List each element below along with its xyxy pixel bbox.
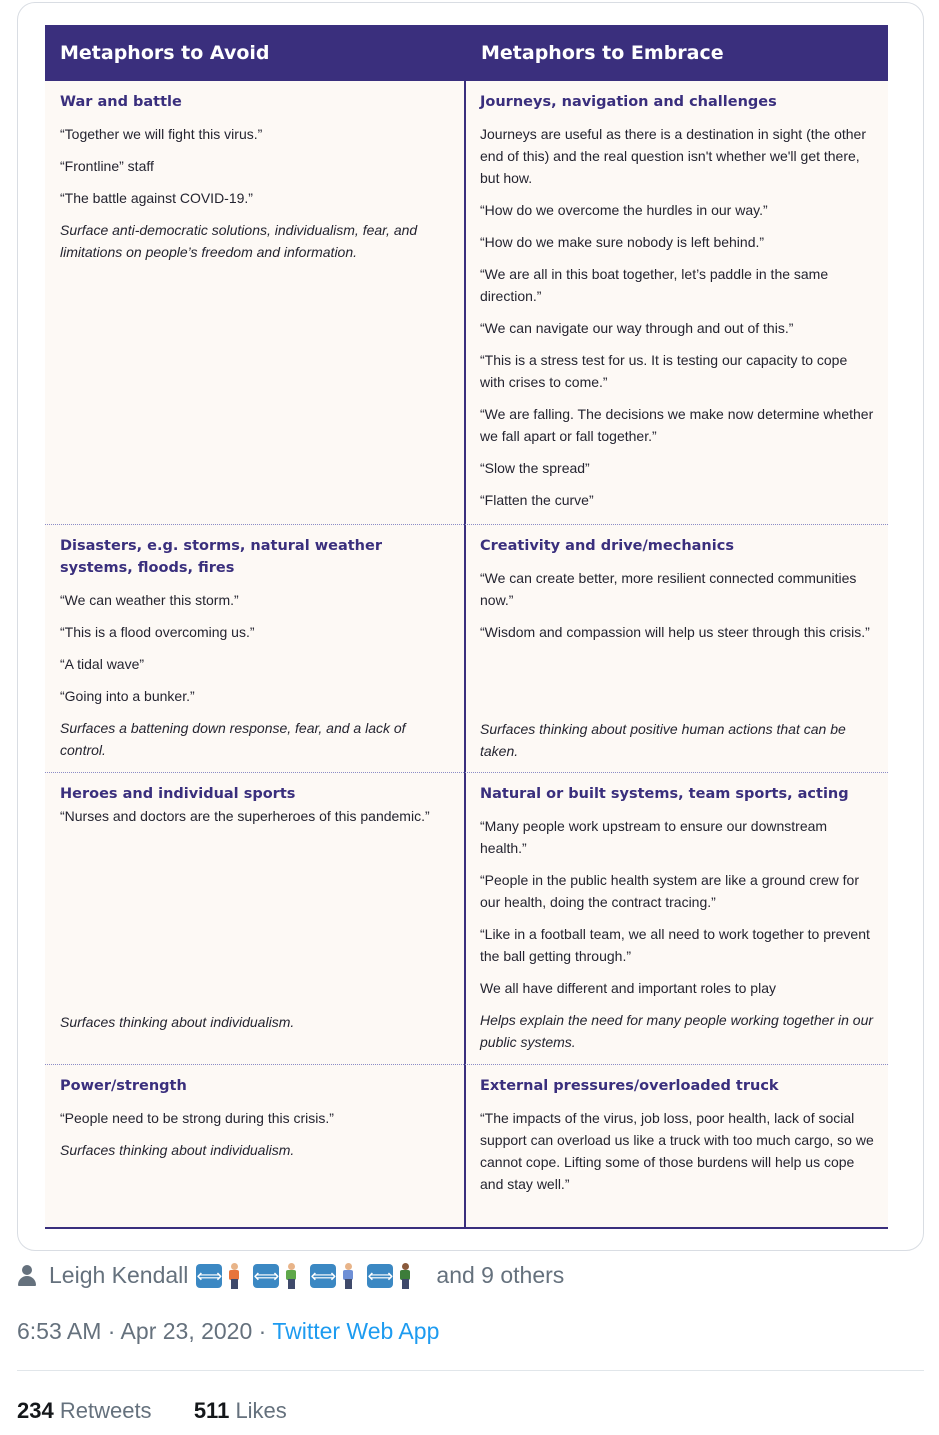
quote: “How do we overcome the hurdles in our way.” bbox=[480, 202, 768, 218]
row-title: Disasters, e.g. storms, natural weather systems, floods, fires bbox=[60, 538, 382, 576]
cell-external-pressures bbox=[480, 1075, 875, 1205]
row-divider bbox=[45, 1064, 888, 1065]
cell-war-and-battle bbox=[60, 91, 452, 263]
tweet-image-card[interactable] bbox=[17, 2, 924, 1251]
left-right-arrow-icon: ⟺ bbox=[310, 1265, 337, 1286]
row-title: Natural or built systems, team sports, acting bbox=[480, 786, 849, 802]
quote: “The impacts of the virus, job loss, poor health, lack of social support can overload us like a truck with too much cargo, so we cannot cope. Lifting some of those burdens will help us cope and stay well.” bbox=[480, 1110, 874, 1192]
quote: “Frontline” staff bbox=[60, 158, 154, 174]
quote: “How do we make sure nobody is left behind.” bbox=[480, 234, 765, 250]
left-right-arrow-icon: ⟺ bbox=[196, 1265, 223, 1286]
quote: “People need to be strong during this crisis.” bbox=[60, 1110, 334, 1126]
quote: “A tidal wave” bbox=[60, 656, 145, 672]
likes-label: Likes bbox=[235, 1398, 287, 1423]
divider bbox=[17, 1370, 924, 1371]
metaphors-table bbox=[45, 25, 888, 1229]
quote: “We are falling. The decisions we make now determine whether we fall apart or fall together.” bbox=[480, 406, 874, 444]
effect-note: Surfaces a battening down response, fear, and a lack of control. bbox=[60, 720, 406, 758]
row-title: Journeys, navigation and challenges bbox=[480, 94, 777, 110]
quote: “We can navigate our way through and out of this.” bbox=[480, 320, 794, 336]
quote: “We are all in this boat together, let’s paddle in the same direction.” bbox=[480, 266, 829, 304]
retweets-stat[interactable] bbox=[17, 1398, 152, 1423]
quote: “This is a stress test for us. It is testing our capacity to cope with crises to come.” bbox=[480, 352, 848, 390]
quote: “Slow the spread” bbox=[480, 460, 590, 476]
quote: “Like in a football team, we all need to work together to prevent the ball getting through.” bbox=[480, 926, 870, 964]
quote: “Many people work upstream to ensure our downstream health.” bbox=[480, 818, 828, 856]
source-link[interactable]: Twitter Web App bbox=[272, 1318, 440, 1344]
row-title: Heroes and individual sports bbox=[60, 786, 296, 802]
row-divider bbox=[45, 524, 888, 525]
liker-name[interactable]: Leigh Kendall bbox=[49, 1262, 189, 1288]
timestamp-text[interactable]: 6:53 AM · Apr 23, 2020 · bbox=[17, 1318, 267, 1344]
cell-journeys bbox=[480, 91, 875, 521]
effect-note: Surfaces thinking about positive human actions that can be taken. bbox=[480, 721, 846, 759]
likes-count: 511 bbox=[193, 1398, 230, 1423]
quote: “Going into a bunker.” bbox=[60, 688, 195, 704]
row-title: External pressures/overloaded truck bbox=[480, 1078, 779, 1094]
row-title: War and battle bbox=[60, 94, 182, 110]
retweets-count: 234 bbox=[17, 1398, 54, 1423]
quote: “The battle against COVID-19.” bbox=[60, 190, 253, 206]
person-standing-icon bbox=[343, 1263, 353, 1289]
row-title: Creativity and drive/mechanics bbox=[480, 538, 734, 554]
cell-heroes bbox=[60, 783, 452, 837]
effect-note: Surfaces thinking about individualism. bbox=[60, 1142, 295, 1158]
left-right-arrow-icon: ⟺ bbox=[253, 1265, 280, 1286]
table-bottom-rule bbox=[45, 1227, 888, 1229]
cell-creativity-note bbox=[480, 718, 875, 762]
cell-creativity bbox=[480, 535, 875, 653]
left-right-arrow-icon: ⟺ bbox=[367, 1265, 394, 1286]
quote: “We can weather this storm.” bbox=[60, 592, 239, 608]
row-title: Power/strength bbox=[60, 1078, 187, 1094]
quote: “Nurses and doctors are the superheroes of this pandemic.” bbox=[60, 808, 430, 824]
row-divider bbox=[45, 772, 888, 773]
name-emoji-row bbox=[196, 1263, 424, 1289]
others-count[interactable]: and 9 others bbox=[436, 1262, 565, 1288]
cell-heroes-note bbox=[60, 1011, 452, 1033]
retweets-label: Retweets bbox=[59, 1398, 152, 1423]
quote: “We can create better, more resilient connected communities now.” bbox=[480, 570, 857, 608]
person-icon bbox=[17, 1264, 37, 1288]
quote: Journeys are useful as there is a destination in sight (the other end of this) and the real question isn't whether we'll get there, but how. bbox=[480, 126, 866, 186]
cell-power bbox=[60, 1075, 452, 1161]
tweet-stats bbox=[17, 1398, 287, 1424]
cell-disasters bbox=[60, 535, 452, 761]
effect-note: Helps explain the need for many people working together in our public systems. bbox=[480, 1012, 874, 1050]
quote: “Wisdom and compassion will help us steer through this crisis.” bbox=[480, 624, 870, 640]
header-embrace: Metaphors to Embrace bbox=[466, 25, 888, 81]
column-divider bbox=[464, 25, 466, 1229]
likes-stat[interactable] bbox=[194, 1398, 287, 1423]
quote: “People in the public health system are like a ground crew for our health, doing the contract tracing.” bbox=[480, 872, 859, 910]
quote: We all have different and important roles to play bbox=[480, 980, 776, 996]
liked-by-row[interactable] bbox=[17, 1262, 564, 1289]
tweet-timestamp bbox=[17, 1318, 439, 1345]
cell-natural-systems bbox=[480, 783, 875, 1053]
effect-note: Surface anti-democratic solutions, individualism, fear, and limitations on people’s freedom and information. bbox=[60, 222, 418, 260]
person-standing-icon bbox=[286, 1263, 296, 1289]
effect-note: Surfaces thinking about individualism. bbox=[60, 1014, 295, 1030]
person-standing-icon bbox=[229, 1263, 239, 1289]
person-standing-icon bbox=[400, 1263, 410, 1289]
header-avoid: Metaphors to Avoid bbox=[45, 25, 464, 81]
quote: “This is a flood overcoming us.” bbox=[60, 624, 255, 640]
quote: “Flatten the curve” bbox=[480, 492, 594, 508]
quote: “Together we will fight this virus.” bbox=[60, 126, 263, 142]
